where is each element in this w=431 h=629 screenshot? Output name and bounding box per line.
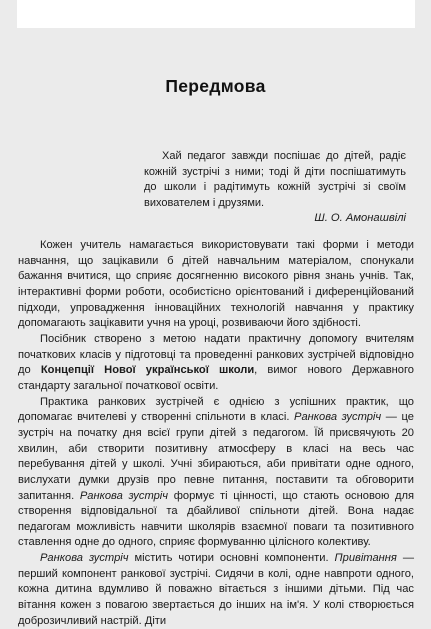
epigraph-author: Ш. О. Амонашвілі bbox=[314, 212, 406, 224]
epigraph-text: Хай педагог завжди поспішає до дітей, радіє кожній зустрічі з ними; тоді й діти поспішатимуть до школи і радітимуть кожній зустрічі зі своїм вихователем і друзями. bbox=[144, 150, 406, 209]
paragraph-3: Практика ранкових зустрічей є однією з успішних практик, що допомагає вчителеві у створенні спільноти в класі. Ранкова зустріч — це зустріч на початку дня всієї групи дітей з педагогом. Їй присвячують 20 хвилин, аби створити позитивну атмосферу в класі на весь час перебування дітей у школі. Учні збираються, аби привітати одне одного, вислухати думки друзів про певне питання, поставити та обговорити запитання. Ранкова зустріч формує ті цінності, що стають основою для створення відповідальної та дбайливої спільноти дітей. Вона надає педагогам можливість навчити школярів взаємної поваги та позитивного ставлення одне до одного, сприяє формуванню цілісного колективу. bbox=[18, 395, 415, 549]
concept-name: Концепції Нової української школи bbox=[40, 364, 255, 377]
paragraph-4: Ранкова зустріч містить чотири основні компоненти. Привітання — перший компонент ранкової зустрічі. Сидячи в колі, одне навпроти одного, кожна дитина вдумливо й поважно вітається з іншими дітьми. Під час вітання кожен з повагою звертається до інших на ім'я. У колі створюється доброзичливий настрій. Діти bbox=[18, 552, 414, 627]
page-title: Передмова bbox=[165, 76, 266, 96]
paragraph-2: Посібник створено з метою надати практичну допомогу вчителям початкових класів у підготовці та проведенні ранкових зустрічей відповідно до Концепції Нової української школи, вимог нового Державного стандарту загальної початкової освіти. bbox=[18, 332, 414, 392]
term-greeting: Привітання bbox=[334, 552, 397, 565]
epigraph bbox=[144, 149, 406, 211]
term-morning-meeting: Ранкова зустріч bbox=[40, 552, 129, 565]
document-body bbox=[18, 238, 414, 629]
paragraph-1: Кожен учитель намагається використовувати такі форми і методи навчання, що зацікавили б дітей навчальним матеріалом, спонукали бажання вчитися, що сприяє досягненню високого рівня знань учнів. Так, інтерактивні форми роботи, особистісно орієнтований і диференційований підходи, упровадження інноваційних технологій навчання у практику допомагають зацікавити учня на уроці, розвиваючи його здібності. bbox=[18, 239, 414, 330]
page-top-band bbox=[17, 0, 415, 28]
term-morning-meeting: Ранкова зустріч bbox=[294, 411, 382, 424]
term-morning-meeting: Ранкова зустріч bbox=[79, 489, 169, 502]
